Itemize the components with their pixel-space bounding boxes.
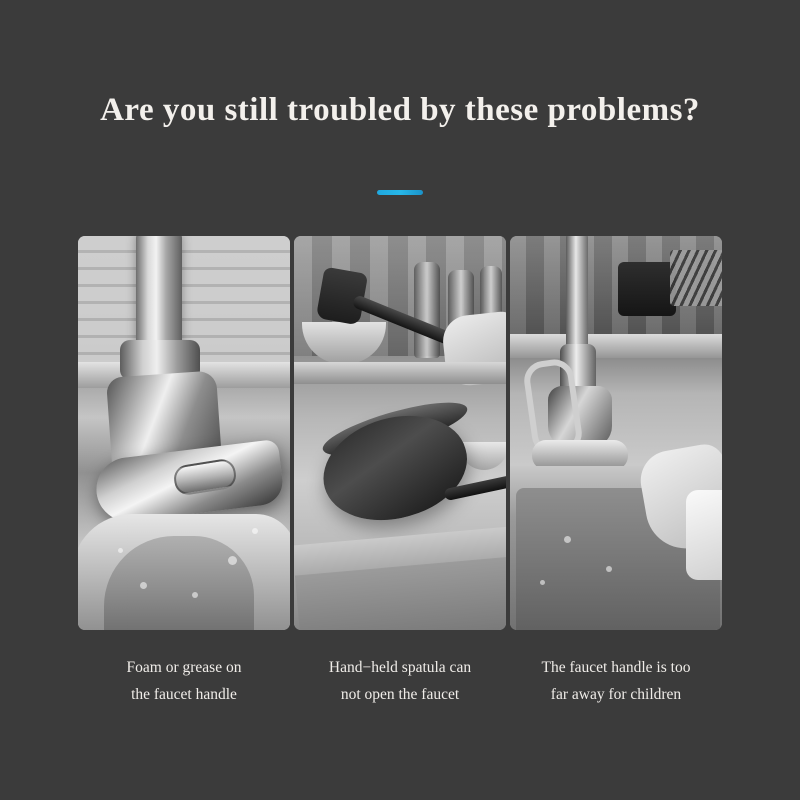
child-sleeve-shape <box>686 490 722 580</box>
caption-1-line-1: Foam or grease on <box>126 659 242 676</box>
caption-1-line-2: the faucet handle <box>131 685 237 703</box>
title-divider <box>377 190 423 195</box>
water-droplet-shape <box>564 536 571 543</box>
problem-image-2 <box>294 236 506 630</box>
water-droplet-shape <box>228 556 237 565</box>
pot-shape <box>618 262 676 316</box>
title-divider-wrapper <box>0 190 800 195</box>
problem-image-1 <box>78 236 290 630</box>
dish-rack-shape <box>670 250 722 306</box>
counter-edge-shape <box>510 334 722 358</box>
faucet-pipe-shape <box>566 236 588 352</box>
problem-image-3 <box>510 236 722 630</box>
water-droplet-shape <box>252 528 258 534</box>
water-droplet-shape <box>118 548 123 553</box>
water-droplet-shape <box>540 580 545 585</box>
caption-row <box>78 655 722 708</box>
water-droplet-shape <box>192 592 198 598</box>
page-title: Are you still troubled by these problems? <box>100 92 700 128</box>
problem-image-gallery <box>78 236 722 630</box>
counter-edge-shape <box>294 362 506 384</box>
bottle-shape <box>414 262 440 358</box>
water-droplet-shape <box>606 566 612 572</box>
caption-2 <box>294 655 506 708</box>
caption-3-line-2: far away for children <box>550 685 682 703</box>
faucet-pipe-shape <box>136 236 182 352</box>
caption-1 <box>78 655 290 708</box>
stacked-bowls-shape <box>302 322 386 364</box>
water-droplet-shape <box>140 582 147 589</box>
caption-2-line-1: Hand−held spatula can <box>328 659 472 676</box>
caption-3 <box>510 655 722 708</box>
caption-2-line-2: not open the faucet <box>340 685 460 703</box>
caption-3-line-1: The faucet handle is too <box>541 659 691 676</box>
